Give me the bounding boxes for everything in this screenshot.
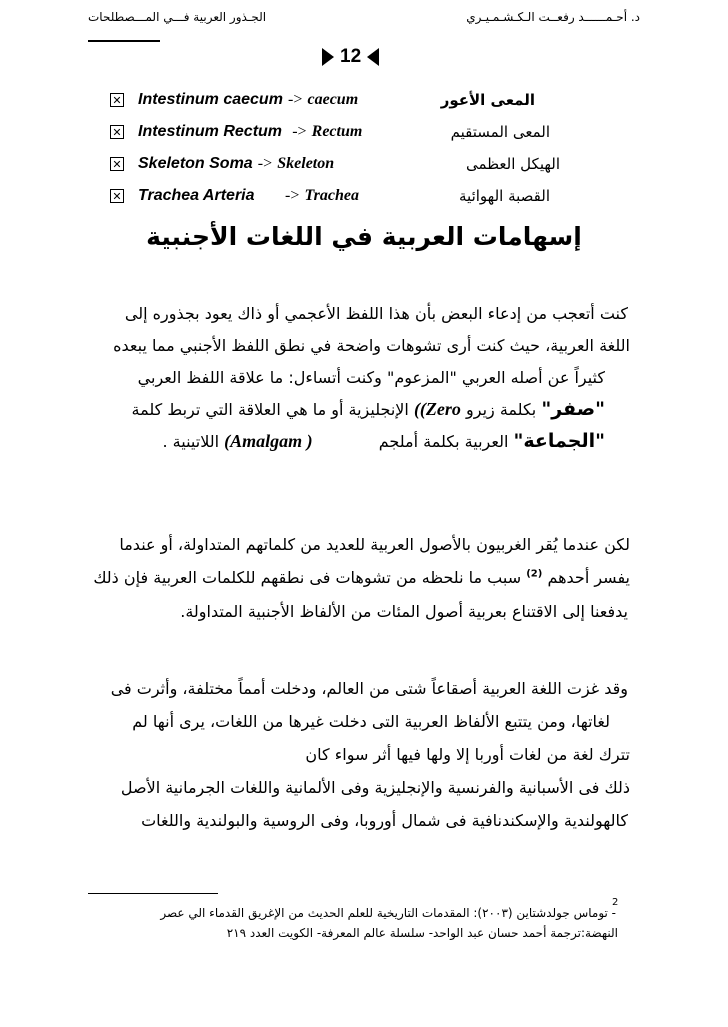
checkbox-x-icon: ✕: [110, 157, 124, 171]
term-item: [110, 116, 550, 148]
checkbox-x-icon: ✕: [110, 125, 124, 139]
term-arrow: ->: [292, 123, 307, 140]
term-arabic: المعى المستقيم: [450, 123, 550, 141]
inline-text: اللاتينية .: [162, 432, 220, 451]
term-item: [110, 180, 550, 212]
term-arrow: ->: [257, 155, 273, 172]
inline-text: العربية بكلمة أملجم: [378, 432, 509, 451]
footnote-line: النهضة:ترجمة أحمد حسان عبد الواحد- سلسلة عالم المعرفة- الكويت العدد ٢١٩: [226, 926, 618, 940]
paragraph-line: تترك لغة من لغات أوربا إلا ولها فيها أثر سواء كان: [305, 745, 630, 764]
term-item: [110, 84, 535, 116]
term-list: [110, 84, 560, 212]
paragraph-line: ذلك فى الأسبانية والفرنسية والإنجليزية وفى الألمانية واللغات الجرمانية الأصل: [120, 778, 630, 797]
term-target: caecum: [307, 91, 359, 108]
paragraph-2: [88, 535, 630, 635]
paragraph-3: [88, 679, 630, 849]
term-latin: Intestinum caecum: [138, 91, 283, 108]
term-arabic: الهيكل العظمى: [465, 155, 560, 173]
quoted-word: "الجماعة": [513, 430, 605, 452]
paragraph-line: لغاتها، ومن يتتبع الألفاظ العربية التى دخلت غيرها من اللغات، يرى أنها لم: [132, 712, 610, 731]
triangle-right-icon: [322, 48, 334, 66]
paragraph-line: يدفعنا إلى الاقتناع بعربية أصول المئات من الألفاظ الأجنبية المتداولة.: [180, 602, 628, 621]
term-target: Trachea: [304, 187, 359, 204]
quoted-word: "صفر": [541, 398, 605, 420]
term-target: Rectum: [311, 123, 363, 140]
term-arrow: ->: [288, 91, 303, 108]
latin-word: ((Zero: [413, 399, 461, 419]
inline-text: الإنجليزية أو ما هي العلاقة التي تربط كلمة: [131, 400, 409, 419]
term-latin: Skeleton Soma: [138, 155, 253, 172]
inline-text: سبب ما نلحظه من تشوهات فى نطقهم للكلمات العربية فإن ذلك: [93, 568, 522, 587]
header-rule: [88, 40, 160, 42]
footnote-number: 2: [612, 897, 619, 908]
term-latin: Intestinum Rectum: [138, 123, 283, 140]
triangle-left-icon: [367, 48, 379, 66]
footnote-rule: [88, 893, 218, 894]
paragraph-line: وقد غزت اللغة العربية أصقاعاً شتى من العالم، ودخلت أمماً مختلفة، وأثرت فى: [110, 679, 628, 698]
page-number: 12: [340, 46, 362, 67]
page-number-block: [322, 46, 379, 68]
paragraph-line: كنت أتعجب من إدعاء البعض بأن هذا اللفظ الأعجمي أو ذاك يعود بجذوره إلى: [124, 304, 628, 323]
footnote-ref: (2): [526, 568, 543, 580]
term-item: [110, 148, 560, 180]
latin-word: (Amalgam ): [224, 431, 313, 451]
term-arrow: ->: [285, 187, 300, 204]
paragraph-line: [163, 430, 606, 452]
paragraph-line: لكن عندما يُقر الغربيون بالأصول العربية للعديد من كلماتهم المتداولة، أو عندما: [119, 535, 630, 554]
term-target: Skeleton: [277, 155, 335, 172]
term-arabic: القصبة الهوائية: [459, 187, 550, 205]
checkbox-x-icon: ✕: [110, 93, 124, 107]
paragraph-line: اللغة العربية، حيث كنت أرى تشوهات واضحة في نطق اللفظ الأجنبي مما يبعده: [113, 336, 630, 355]
paragraph-line: كالهولندية والإسكندنافية فى شمال أوروبا، وفى الروسية والبولندية واللغات: [141, 811, 628, 830]
section-title: إسهامات العربية في اللغات الأجنبية: [146, 222, 582, 251]
paragraph-line: كثيراً عن أصله العربي "المزعوم" وكنت أتساءل: ما علاقة اللفظ العربي: [137, 368, 605, 387]
footnote-line: - توماس جولدشتاين (٢٠٠٣): المقدمات التاريخية للعلم الحديث من الإغريق القدماء الي عصر: [160, 906, 616, 920]
paragraph-line: [132, 398, 605, 420]
paragraph-1: [88, 304, 630, 484]
term-arabic: المعى الأعور: [440, 91, 535, 109]
inline-text: يفسر أحدهم: [547, 568, 630, 587]
header-author: د. أحـمــــــد رفعــت الـكـشـمـيـري: [466, 10, 640, 24]
header-book-title: الجـذور العربية فـــي المـــصطلحات: [88, 10, 267, 24]
term-latin: Trachea Arteria: [138, 187, 255, 204]
paragraph-line: [93, 568, 630, 587]
inline-text: بكلمة زيرو: [466, 400, 537, 419]
checkbox-x-icon: ✕: [110, 189, 124, 203]
